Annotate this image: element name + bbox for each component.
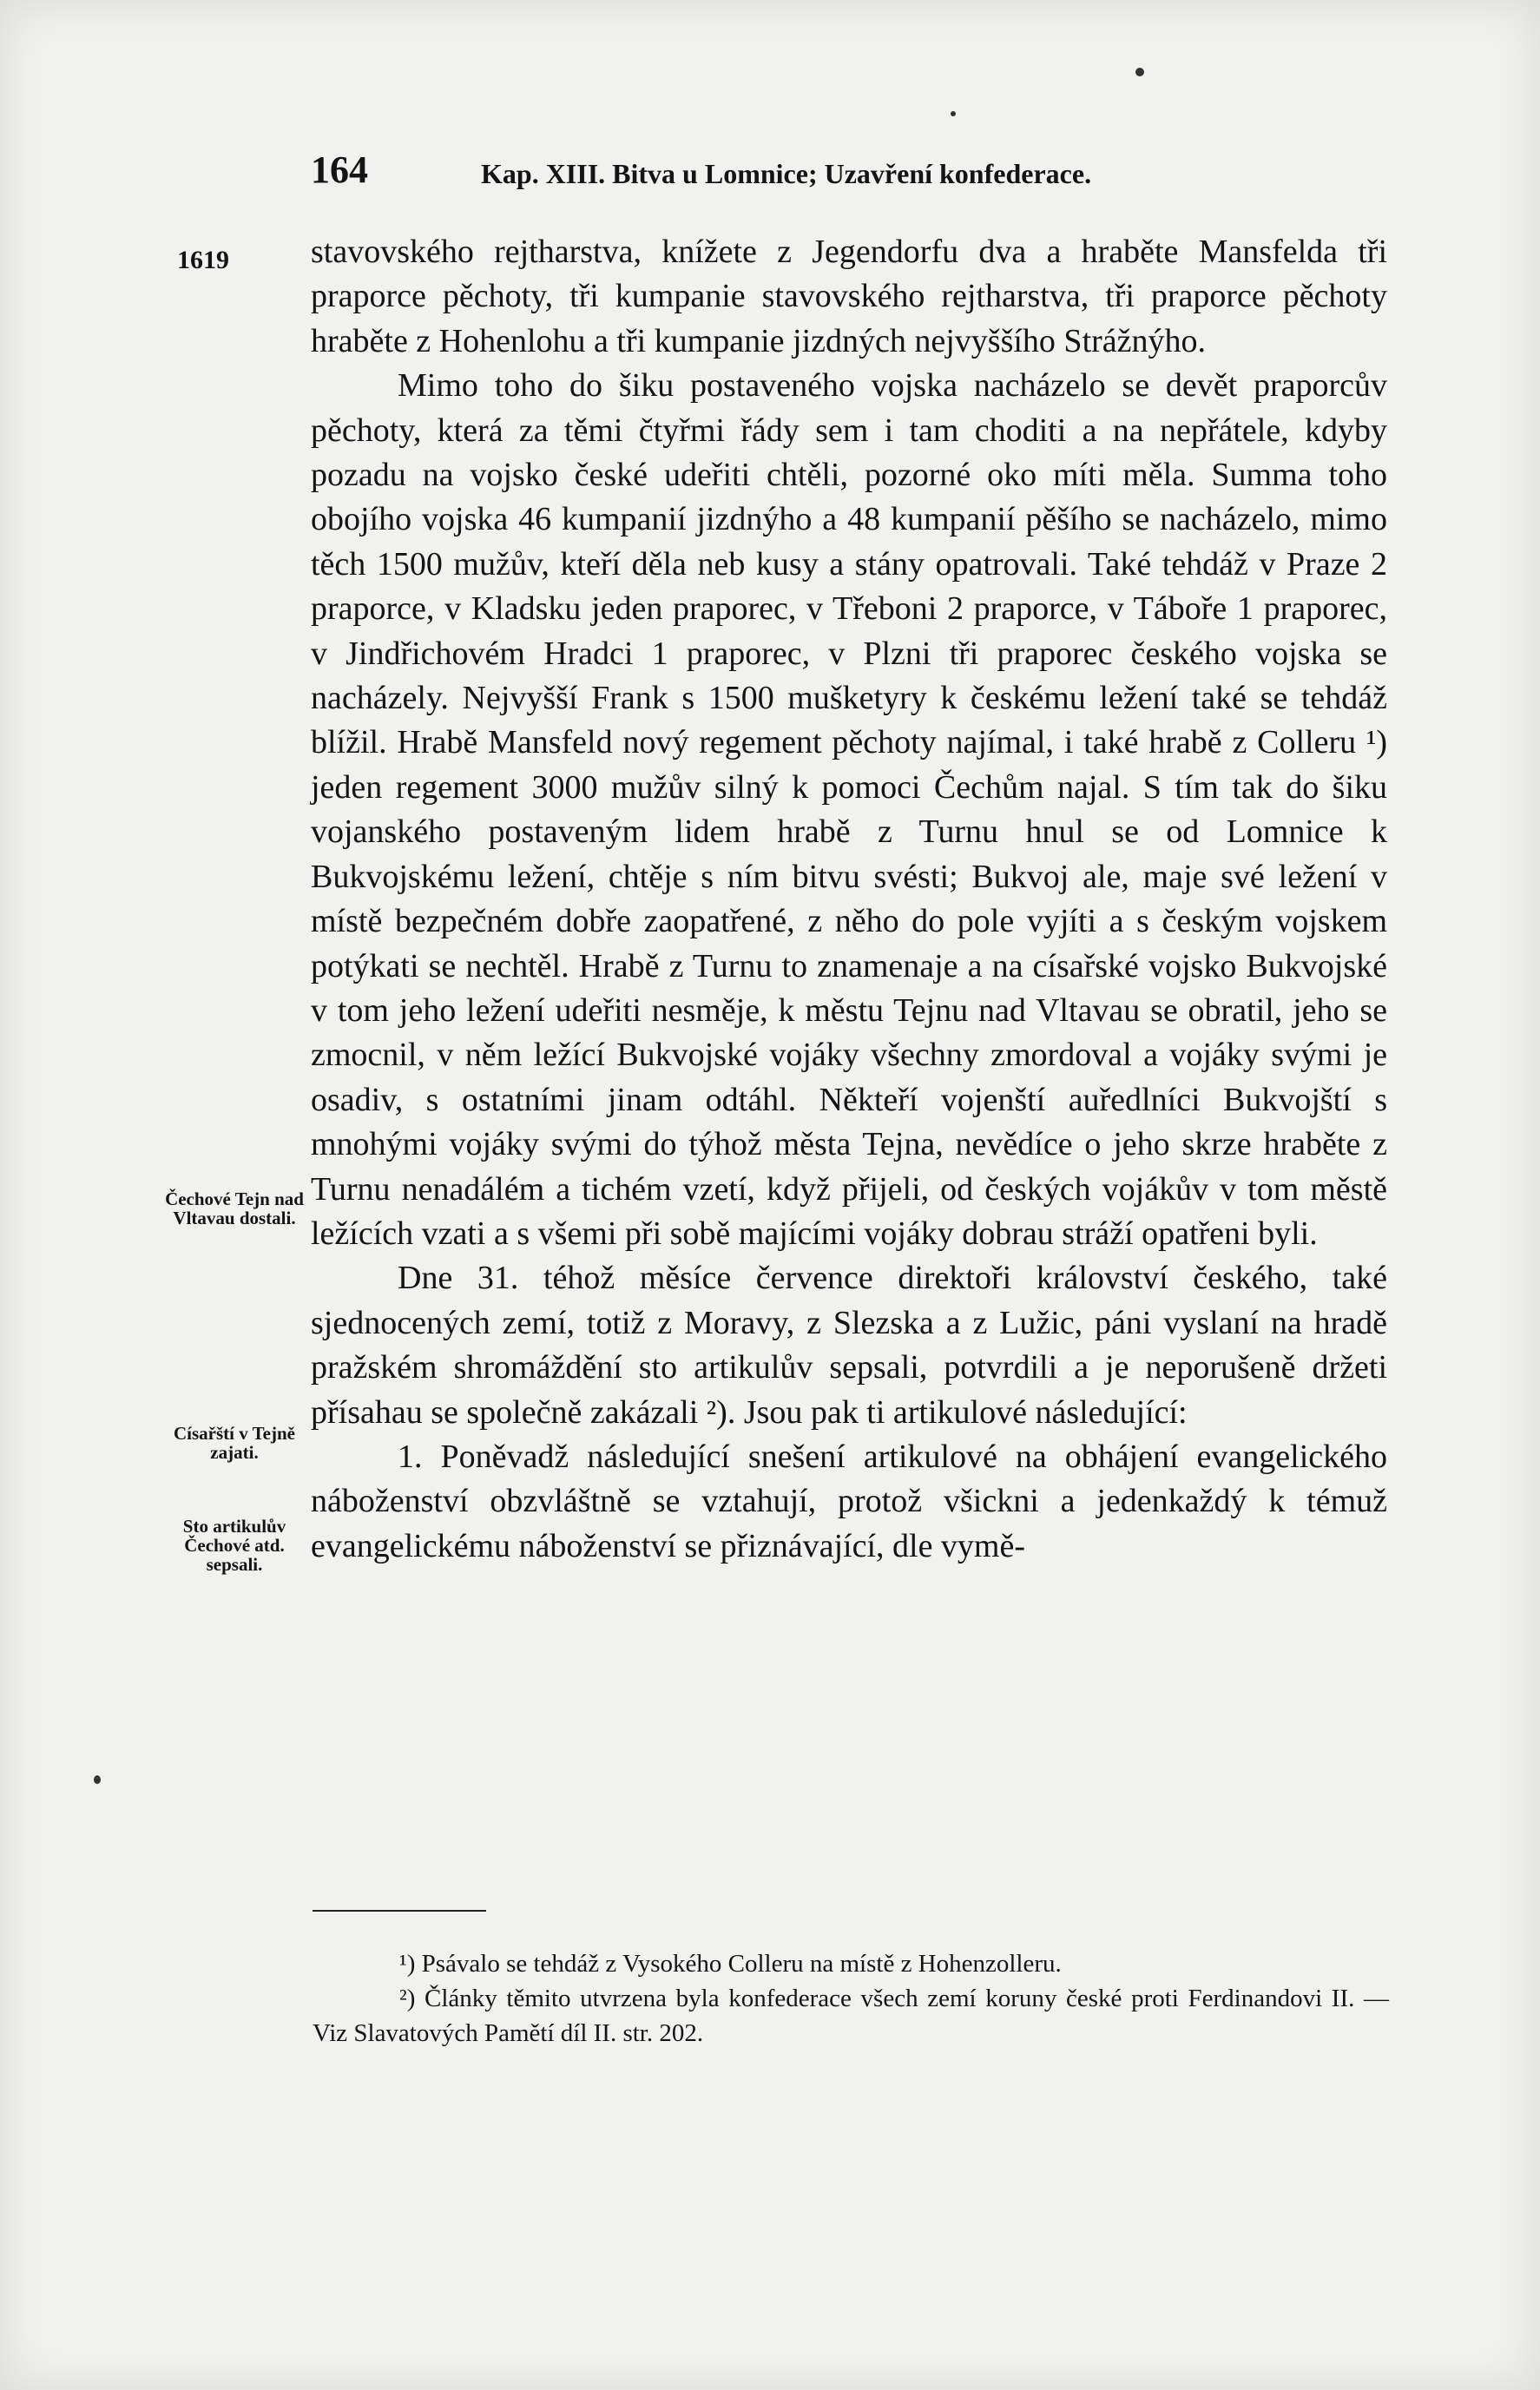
paragraph: Mimo toho do šiku postaveného vojska nacházelo se devět praporcův pěchoty, která za těmi čtyřmi řády sem i tam choditi a na nepřátele, kdyby pozadu na vojsko české udeřiti chtěli, pozorné oko míti měla. Summa toho obojího vojska 46 kumpanií jizdnýho a 48 kumpanií pěšího se nacházelo, mimo těch 1500 mužův, kteří děla neb kusy a stány opatrovali. Také tehdáž v Praze 2 praporce, v Kladsku jeden praporec, v Třeboni 2 praporce, v Táboře 1 praporec, v Jindřichovém Hradci 1 praporec, v Plzni tři praporec českého vojska se nacházely. Nejvyšší Frank s 1500 mušketyry k českému ležení také se tehdáž blížil. Hrabě Mansfeld nový regement pěchoty najímal, i také hrabě z Colleru ¹) jeden regement 3000 mužův silný k pomoci Čechům najal. S tím tak do šiku vojanského postaveným lidem hrabě z Turnu hnul se od Lomnice k Bukvojskému ležení, chtěje s ním bitvu svésti; Bukvoj ale, maje své ležení v místě bezpečném dobře zaopatřené, z něho do pole vyjíti a s českým vojskem potýkati se nechtěl. Hrabě z Turnu to znamenaje a na císařské vojsko Bukvojské v tom jeho ležení udeřiti nesměje, k městu Tejnu nad Vltavau se obratil, jeho se zmocnil, v něm ležící Bukvojské vojáky všechny zmordoval a vojáky svými je osadiv, s ostatními jinam odtáhl. Někteří vojenští auředlníci Bukvojští s mnohými vojáky svými do týhož města Tejna, nevědíce o jeho skrze hraběte z Turnu nenadálém a tichém vzetí, když přijeli, od českých vojákův v tom městě ležících vzati a s všemi při sobě majícími vojáky dobrau stráží opatřeni byli.	[311, 367, 1387, 1252]
footnotes	[313, 1946, 1389, 2051]
paragraph: Dne 31. téhož měsíce července direktoři království českého, také sjednocených zemí, totiž z Moravy, z Slezska a z Lužic, páni vyslaní na hradě pražském shromáždění sto artikulův sepsali, potvrdili a je neporušeně držeti přísahau se společně zakázali ²). Jsou pak ti artikulové následující:	[311, 1260, 1387, 1431]
footnote-divider	[313, 1910, 486, 1912]
margin-note-tejn: Čechové Tejn nad Vltavau dostali.	[165, 1188, 304, 1228]
margin-year: 1619	[177, 246, 229, 274]
page-header	[311, 148, 1214, 200]
running-head: Kap. XIII. Bitva u Lomnice; Uzavření konfederace.	[481, 158, 1092, 189]
page-number: 164	[311, 148, 368, 191]
footnote: ¹) Psávalo se tehdáž z Vysokého Colleru na místě z Hohenzolleru.	[399, 1950, 1062, 1978]
scan-speck	[94, 1775, 101, 1784]
margin-note-cisarsti: Císařští v Tejně zajati.	[173, 1423, 295, 1463]
margin-note-artikuly: Sto artikulův Čechové atd. sepsali.	[182, 1516, 286, 1575]
footnote: ²) Články těmito utvrzena byla konfederace všech zemí koruny české proti Ferdinandovi II. — Viz Slavatových Pamětí díl II. str. 202.	[313, 1985, 1389, 2047]
paragraph: 1. Poněvadž následující snešení artikulové na obhájení evangelického náboženství obzvláštně se vztahují, protož všickni a jedenkaždý k témuž evangelickému náboženství se přiznávající, dle vymě-	[311, 1438, 1387, 1564]
scan-speck	[951, 111, 956, 116]
body-text	[311, 230, 1387, 1569]
paragraph: stavovského rejtharstva, knížete z Jegendorfu dva a hraběte Mansfelda tři praporce pěchoty, tři kumpanie stavovského rejtharstva, tři praporce pěchoty hraběte z Hohenlohu a tři kumpanie jizdných nejvyššího Strážnýho.	[311, 234, 1387, 359]
scan-speck	[1135, 68, 1144, 76]
